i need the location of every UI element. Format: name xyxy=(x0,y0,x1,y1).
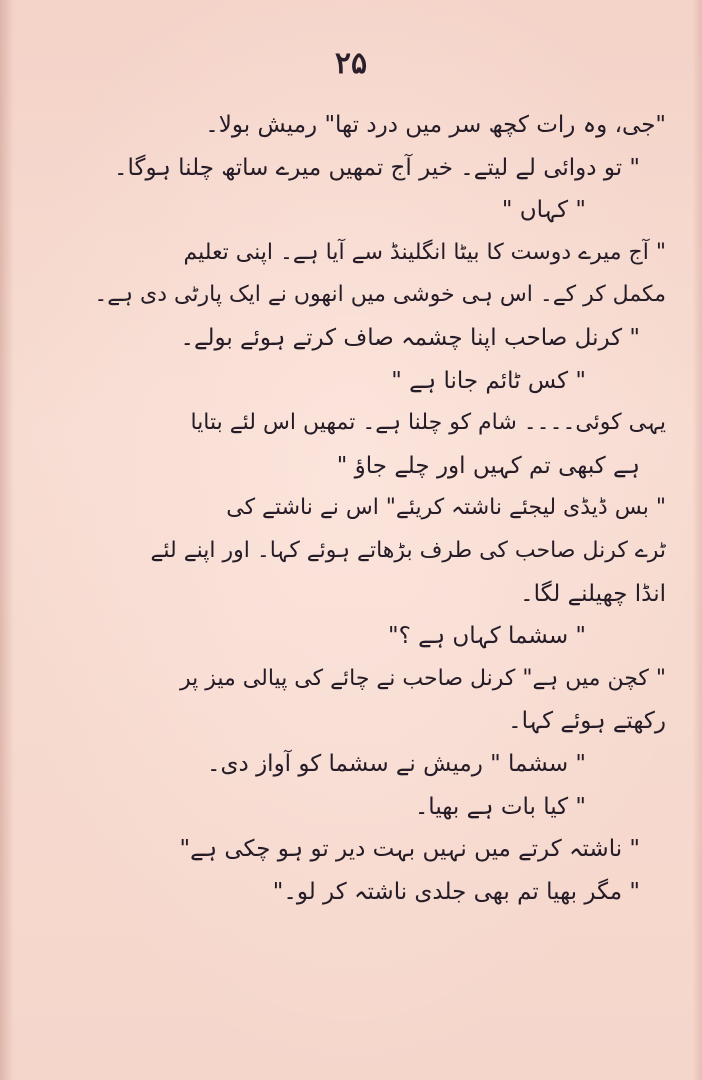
text-line-15: رکھتے ہوئے کہا۔ xyxy=(508,708,666,735)
text-line-17: " کیا بات ہے بھیا۔ xyxy=(414,793,586,820)
text-line-10: " بس ڈیڈی لیجئے ناشتہ کریئے" اس نے ناشتے کی xyxy=(226,495,666,521)
text-line-9: ہے کبھی تم کہیں اور چلے جاؤ " xyxy=(336,452,640,479)
page-left-edge-shadow xyxy=(0,0,14,1080)
text-line-18: " ناشتہ کرتے میں نہیں بہت دیر تو ہو چکی ہے" xyxy=(179,836,640,863)
text-line-3: " کہاں " xyxy=(501,197,586,224)
page-number: ۲۵ xyxy=(334,46,368,81)
text-line-16: " سشما " رمیش نے سشما کو آواز دی۔ xyxy=(207,750,586,777)
text-line-1: "جی، وہ رات کچھ سر میں درد تھا" رمیش بولا۔ xyxy=(205,112,666,138)
text-line-6: " کرنل صاحب اپنا چشمہ صاف کرتے ہوئے بولے۔ xyxy=(180,324,640,351)
text-line-13: " سشما کہاں ہے ؟" xyxy=(388,623,586,650)
text-line-2: " تو دوائی لے لیتے۔ خیر آج تمھیں میرے ساتھ چلنا ہوگا۔ xyxy=(114,154,640,181)
text-line-8: یہی کوئی۔۔۔۔ شام کو چلنا ہے۔ تمھیں اس لئے بتایا xyxy=(190,410,666,436)
body-text xyxy=(48,104,666,913)
page-right-edge-shadow xyxy=(692,0,702,1080)
text-line-14: " کچن میں ہے" کرنل صاحب نے چائے کی پیالی میز پر xyxy=(180,665,666,691)
text-line-19: " مگر بھیا تم بھی جلدی ناشتہ کر لو۔" xyxy=(272,878,640,905)
text-line-7: " کس ٹائم جانا ہے " xyxy=(391,367,586,394)
text-line-5: مکمل کر کے۔ اس ہی خوشی میں انھوں نے ایک پارٹی دی ہے۔ xyxy=(94,282,666,308)
text-line-12: انڈا چھیلنے لگا۔ xyxy=(520,580,666,607)
text-line-11: ٹرے کرنل صاحب کی طرف بڑھاتے ہوئے کہا۔ اور اپنے لئے xyxy=(150,537,666,563)
text-line-4: " آج میرے دوست کا بیٹا انگلینڈ سے آیا ہے۔ اپنی تعلیم xyxy=(183,239,666,265)
